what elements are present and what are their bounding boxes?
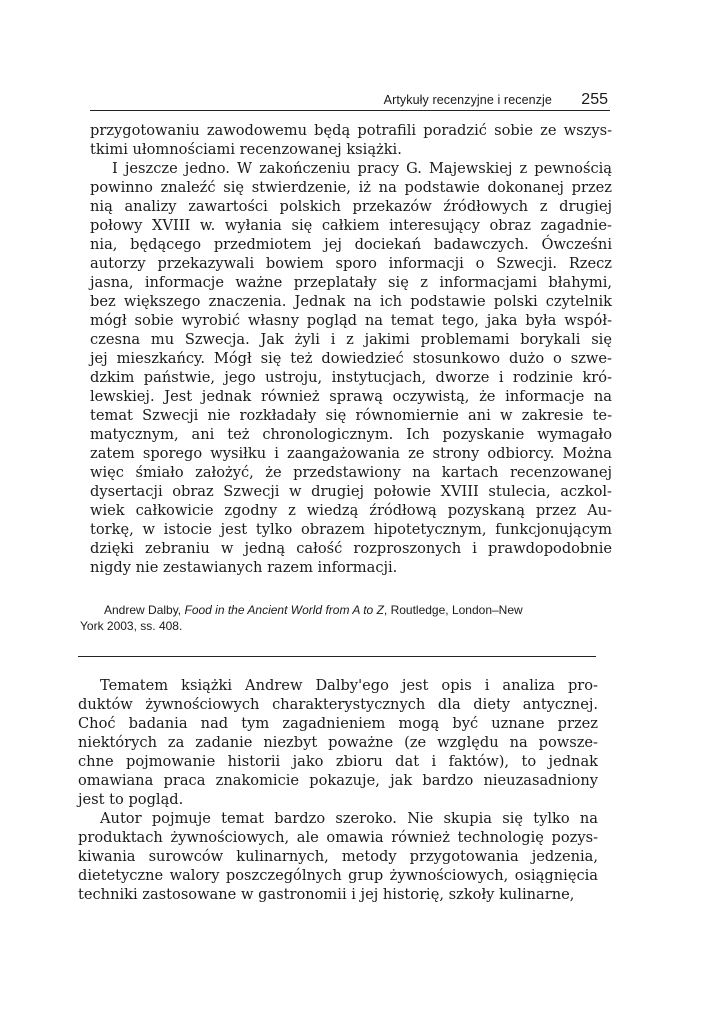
text-line: mógł sobie wyrobić własny pogląd na temat tego, jaka była współ- xyxy=(90,312,612,329)
text-line: techniki zastosowane w gastronomii i jej historię, szkoły kulinarne, xyxy=(78,886,575,903)
text-line: chne pojmowanie historii jako zbioru dat i faktów), to jednak xyxy=(78,753,598,770)
biblio-line-2: York 2003, ss. 408. xyxy=(80,619,183,633)
new-review-text xyxy=(78,676,598,904)
text-line: nia, będącego przedmiotem jej dociekań badawczych. Ówcześni xyxy=(90,236,612,253)
text-line: więc śmiało założyć, że przedstawiony na kartach recenzowanej xyxy=(90,464,612,481)
text-line: przygotowaniu zawodowemu będą potrafili poradzić sobie ze wszys- xyxy=(90,122,612,139)
text-line: autorzy przekazywali bowiem sporo informacji o Szwecji. Rzecz xyxy=(90,255,612,272)
running-header xyxy=(90,88,610,111)
bibliographic-entry xyxy=(80,602,600,634)
text-line: Tematem książki Andrew Dalby'ego jest opis i analiza pro- xyxy=(100,677,598,694)
text-line: duktów żywnościowych charakterystycznych dla diety antycznej. xyxy=(78,696,598,713)
text-line: połowy XVIII w. wyłania się całkiem interesujący obraz zagadnie- xyxy=(90,217,612,234)
biblio-publisher: , Routledge, London–New xyxy=(383,603,523,617)
text-line: powinno znaleźć się stwierdzenie, iż na podstawie dokonanej przez xyxy=(90,179,612,196)
biblio-author: Andrew Dalby, xyxy=(104,603,185,617)
biblio-line-1 xyxy=(80,602,600,618)
text-line: matycznym, ani też chronologicznym. Ich pozyskanie wymagało xyxy=(90,426,612,443)
text-line: Choć badania nad tym zagadnieniem mogą być uznane przez xyxy=(78,715,598,732)
page-number: 255 xyxy=(581,91,608,108)
text-line: tkimi ułomnościami recenzowanej książki. xyxy=(90,141,402,158)
text-line: jej mieszkańcy. Mógł się też dowiedzieć stosunkowo dużo o szwe- xyxy=(90,350,612,367)
paragraph xyxy=(90,159,612,577)
paragraph xyxy=(78,809,598,904)
paragraph xyxy=(78,676,598,809)
review-conclusion-text xyxy=(90,121,612,577)
text-line: czesna mu Szwecja. Jak żyli i z jakimi problemami borykali się xyxy=(90,331,612,348)
text-line: dietetyczne walory poszczególnych grup żywnościowych, osiągnięcia xyxy=(78,867,598,884)
text-line: Autor pojmuje temat bardzo szeroko. Nie skupia się tylko na xyxy=(100,810,598,827)
text-line: torkę, w istocie jest tylko obrazem hipotetycznym, funkcjonującym xyxy=(90,521,612,538)
text-line: I jeszcze jedno. W zakończeniu pracy G. Majewskiej z pewnością xyxy=(112,160,612,177)
biblio-title: Food in the Ancient World from A to Z xyxy=(184,603,384,617)
section-divider xyxy=(78,656,596,657)
text-line: jest to pogląd. xyxy=(78,791,184,808)
text-line: zatem sporego wysiłku i zaangażowania ze strony odbiorcy. Można xyxy=(90,445,612,462)
text-line: nią analizy zawartości polskich przekazów źródłowych z drugiej xyxy=(90,198,612,215)
text-line: dzkim państwie, jego ustroju, instytucjach, dworze i rodzinie kró- xyxy=(90,369,612,386)
text-line: produktach żywnościowych, ale omawia również technologię pozys- xyxy=(78,829,598,846)
text-line: lewskiej. Jest jednak również sprawą oczywistą, że informacje na xyxy=(90,388,612,405)
text-line: bez większego znaczenia. Jednak na ich podstawie polski czytelnik xyxy=(90,293,612,310)
text-line: kiwania surowców kulinarnych, metody przygotowania jedzenia, xyxy=(78,848,598,865)
text-line: niektórych za zadanie niezbyt poważne (ze względu na powsze- xyxy=(78,734,598,751)
text-line: dzięki zebraniu w jedną całość rozproszonych i prawdopodobnie xyxy=(90,540,612,557)
text-line: dysertacji obraz Szwecji w drugiej połowie XVIII stulecia, aczkol- xyxy=(90,483,612,500)
text-line: omawiana praca znakomicie pokazuje, jak bardzo nieuzasadniony xyxy=(78,772,598,789)
text-line: temat Szwecji nie rozkładały się równomiernie ani w zakresie te- xyxy=(90,407,612,424)
paragraph xyxy=(90,121,612,159)
text-line: jasna, informacje ważne przeplatały się z informacjami błahymi, xyxy=(90,274,612,291)
text-line: wiek całkowicie zgodny z wiedzą źródłową pozyskaną przez Au- xyxy=(90,502,612,519)
text-line: nigdy nie zestawianych razem informacji. xyxy=(90,559,398,576)
running-title: Artykuły recenzyjne i recenzje xyxy=(383,93,552,107)
